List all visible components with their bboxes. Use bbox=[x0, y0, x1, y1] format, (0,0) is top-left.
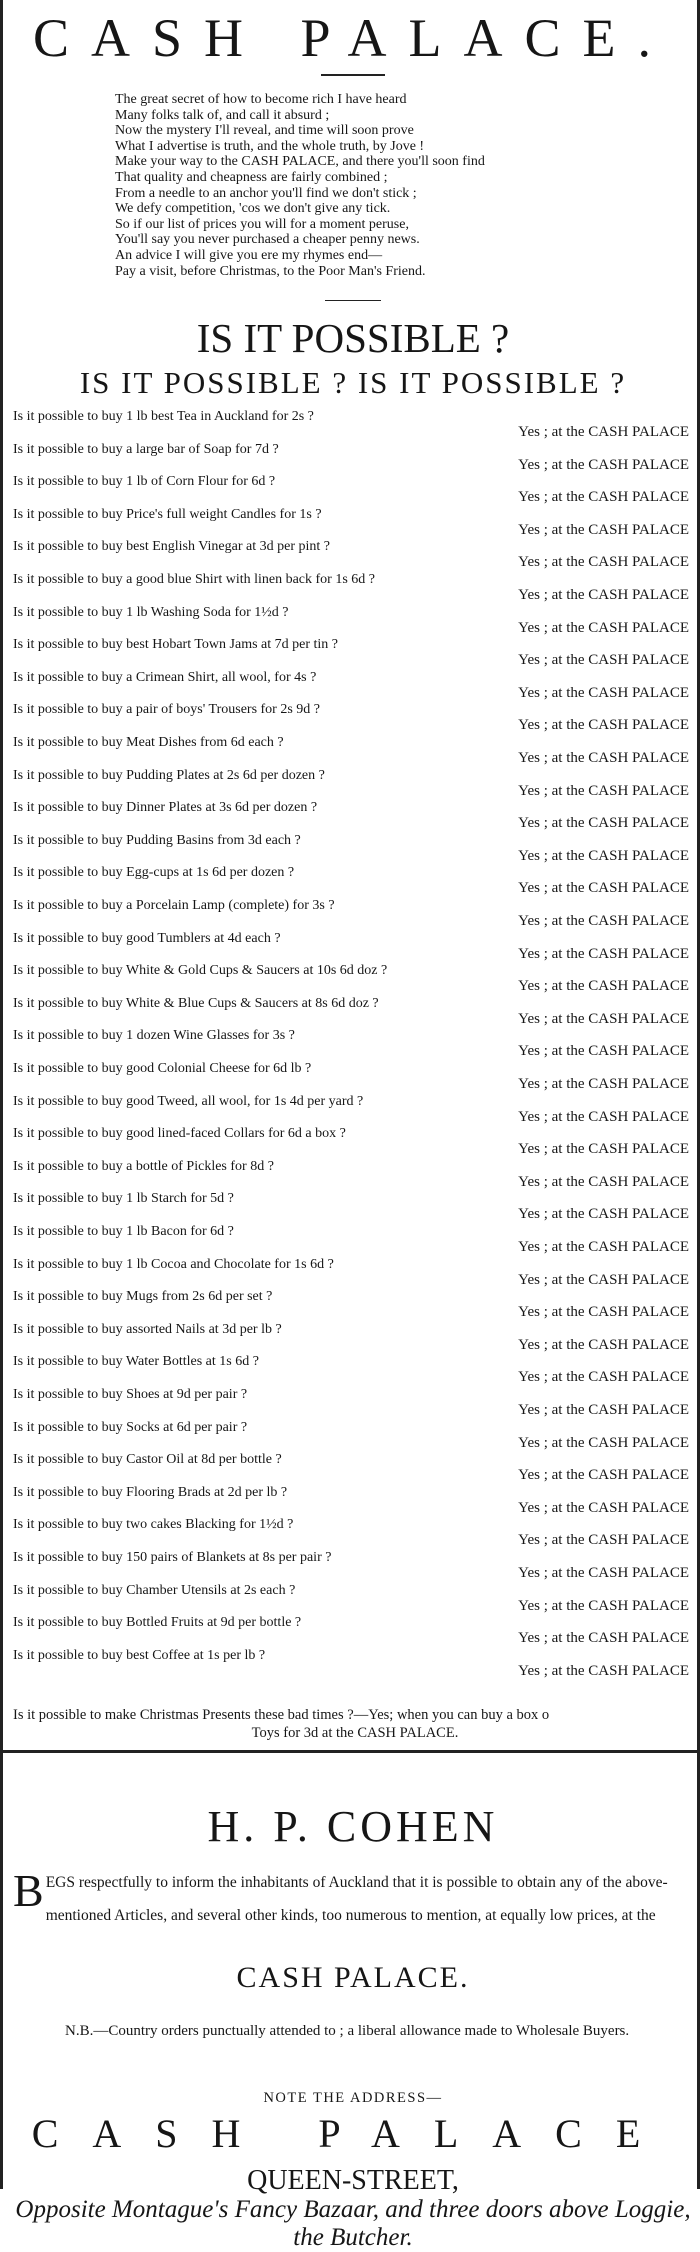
answer: Yes ; at the CASH PALACE bbox=[518, 1043, 689, 1060]
question: Is it possible to buy best Hobart Town Jams at 7d per tin ? bbox=[13, 637, 339, 653]
question: Is it possible to buy a pair of boys' Trousers for 2s 9d ? bbox=[13, 702, 321, 718]
question: Is it possible to buy Castor Oil at 8d per bottle ? bbox=[13, 1452, 282, 1468]
question: Is it possible to buy 1 lb of Corn Flour for 6d ? bbox=[13, 474, 276, 490]
answer: Yes ; at the CASH PALACE bbox=[518, 880, 689, 897]
divider bbox=[325, 300, 381, 301]
closing-question bbox=[13, 1706, 697, 1742]
answer: Yes ; at the CASH PALACE bbox=[518, 1206, 689, 1223]
poem-line: So if our list of prices you will for a moment peruse, bbox=[115, 216, 409, 232]
drop-cap: B bbox=[13, 1865, 44, 1916]
question: Is it possible to buy a large bar of Soap for 7d ? bbox=[13, 441, 279, 457]
answer: Yes ; at the CASH PALACE bbox=[518, 1108, 689, 1125]
address-directions: Opposite Montague's Fancy Bazaar, and three doors above Loggie, the Butcher. bbox=[15, 2196, 691, 2251]
question: Is it possible to buy a good blue Shirt with linen back for 1s 6d ? bbox=[13, 572, 376, 587]
heading-is-it-possible: IS IT POSSIBLE ? bbox=[196, 315, 510, 361]
answer: Yes ; at the CASH PALACE bbox=[518, 489, 689, 506]
question: Is it possible to buy 1 lb Cocoa and Chocolate for 1s 6d ? bbox=[13, 1256, 334, 1272]
question: Is it possible to buy Shoes at 9d per pair ? bbox=[13, 1387, 248, 1402]
answer: Yes ; at the CASH PALACE bbox=[518, 1369, 689, 1386]
question: Is it possible to buy good Colonial Cheese for 6d lb ? bbox=[13, 1061, 312, 1076]
answer: Yes ; at the CASH PALACE bbox=[518, 1499, 689, 1516]
answer: Yes ; at the CASH PALACE bbox=[518, 1662, 689, 1679]
answer: Yes ; at the CASH PALACE bbox=[518, 1434, 689, 1451]
closing-question-line: Is it possible to make Christmas Presents these bad times ?—Yes; when you can buy a box o bbox=[13, 1707, 550, 1723]
question: Is it possible to buy a Crimean Shirt, all wool, for 4s ? bbox=[13, 669, 317, 685]
announcement-text: EGS respectfully to inform the inhabitants of Auckland that it is possible to obtain any of the above-mentioned Articles, and several other kinds, too numerous to mention, at equally low prices, at the bbox=[45, 1874, 668, 1924]
answer: Yes ; at the CASH PALACE bbox=[518, 1304, 689, 1321]
poem-line: That quality and cheapness are fairly combined ; bbox=[115, 169, 388, 185]
answer: Yes ; at the CASH PALACE bbox=[518, 1467, 689, 1484]
answer: Yes ; at the CASH PALACE bbox=[518, 978, 689, 995]
page-title: CASH PALACE. bbox=[32, 8, 674, 68]
closing-question-line: Toys for 3d at the CASH PALACE. bbox=[251, 1725, 459, 1741]
answer: Yes ; at the CASH PALACE bbox=[518, 619, 689, 636]
question: Is it possible to buy best Coffee at 1s per lb ? bbox=[13, 1647, 266, 1663]
question: Is it possible to buy Pudding Basins from 3d each ? bbox=[13, 832, 301, 848]
poem-line: From a needle to an anchor you'll find we don't stick ; bbox=[115, 185, 417, 201]
divider bbox=[321, 74, 385, 76]
answer: Yes ; at the CASH PALACE bbox=[518, 847, 689, 864]
answer: Yes ; at the CASH PALACE bbox=[518, 945, 689, 962]
question: Is it possible to buy best English Vinegar at 3d per pint ? bbox=[13, 539, 330, 555]
answer: Yes ; at the CASH PALACE bbox=[518, 652, 689, 669]
announcement bbox=[13, 1866, 697, 1932]
answer: Yes ; at the CASH PALACE bbox=[518, 456, 689, 473]
question: Is it possible to buy 1 lb best Tea in Auckland for 2s ? bbox=[13, 409, 314, 424]
answer: Yes ; at the CASH PALACE bbox=[518, 521, 689, 538]
answer: Yes ; at the CASH PALACE bbox=[518, 1630, 689, 1647]
poem-line: Many folks talk of, and call it absurd ; bbox=[115, 107, 330, 123]
question: Is it possible to buy 1 lb Washing Soda for 1½d ? bbox=[13, 604, 289, 620]
question: Is it possible to buy 150 pairs of Blankets at 8s per pair ? bbox=[13, 1550, 332, 1565]
answer: Yes ; at the CASH PALACE bbox=[518, 1010, 689, 1027]
address-store-name: CASH PALACE bbox=[31, 2111, 675, 2156]
poem-line: Pay a visit, before Christmas, to the Poor Man's Friend. bbox=[115, 263, 426, 279]
answer: Yes ; at the CASH PALACE bbox=[518, 1597, 689, 1614]
answer: Yes ; at the CASH PALACE bbox=[518, 815, 689, 832]
answer: Yes ; at the CASH PALACE bbox=[518, 554, 689, 571]
poem-line: You'll say you never purchased a cheaper penny news. bbox=[115, 232, 420, 248]
question: Is it possible to buy assorted Nails at 3d per lb ? bbox=[13, 1321, 282, 1337]
address-note: NOTE THE ADDRESS— bbox=[263, 2090, 443, 2106]
question: Is it possible to buy Water Bottles at 1s 6d ? bbox=[13, 1354, 259, 1370]
poem-line: What I advertise is truth, and the whole truth, by Jove ! bbox=[115, 138, 425, 154]
answer: Yes ; at the CASH PALACE bbox=[518, 1239, 689, 1255]
question: Is it possible to buy a Porcelain Lamp (complete) for 3s ? bbox=[13, 898, 335, 913]
answer: Yes ; at the CASH PALACE bbox=[518, 424, 689, 440]
poem-line: The great secret of how to become rich I have heard bbox=[115, 92, 407, 107]
answer: Yes ; at the CASH PALACE bbox=[518, 717, 689, 734]
nota-bene: N.B.—Country orders punctually attended to ; a liberal allowance made to Wholesale Buyers. bbox=[65, 2023, 630, 2039]
question: Is it possible to buy Mugs from 2s 6d per set ? bbox=[13, 1289, 273, 1305]
answer: Yes ; at the CASH PALACE bbox=[518, 1271, 689, 1288]
question: Is it possible to buy 1 lb Bacon for 6d ? bbox=[13, 1224, 234, 1239]
question: Is it possible to buy Dinner Plates at 3s 6d per dozen ? bbox=[13, 800, 318, 816]
answer: Yes ; at the CASH PALACE bbox=[518, 1336, 689, 1353]
answer: Yes ; at the CASH PALACE bbox=[518, 684, 689, 701]
question: Is it possible to buy 1 dozen Wine Glasses for 3s ? bbox=[13, 1028, 295, 1044]
section-divider bbox=[3, 1750, 700, 1753]
answer: Yes ; at the CASH PALACE bbox=[518, 1141, 689, 1158]
poem-line: Make your way to the CASH PALACE, and there you'll soon find bbox=[115, 154, 485, 170]
answer: Yes ; at the CASH PALACE bbox=[518, 750, 689, 766]
question: Is it possible to buy 1 lb Starch for 5d ? bbox=[13, 1191, 234, 1207]
question: Is it possible to buy White & Blue Cups & Saucers at 8s 6d doz ? bbox=[13, 995, 379, 1011]
question: Is it possible to buy Flooring Brads at 2d per lb ? bbox=[13, 1484, 288, 1500]
answer: Yes ; at the CASH PALACE bbox=[518, 1565, 689, 1581]
question: Is it possible to buy good lined-faced Collars for 6d a box ? bbox=[13, 1126, 346, 1142]
answer: Yes ; at the CASH PALACE bbox=[518, 1173, 689, 1190]
question: Is it possible to buy Bottled Fruits at 9d per bottle ? bbox=[13, 1615, 302, 1631]
answer: Yes ; at the CASH PALACE bbox=[518, 1402, 689, 1418]
poem-line: Now the mystery I'll reveal, and time will soon prove bbox=[115, 123, 414, 139]
question: Is it possible to buy good Tumblers at 4d each ? bbox=[13, 930, 281, 946]
answer: Yes ; at the CASH PALACE bbox=[518, 913, 689, 929]
answer: Yes ; at the CASH PALACE bbox=[518, 782, 689, 799]
question: Is it possible to buy Egg-cups at 1s 6d per dozen ? bbox=[13, 865, 295, 881]
question: Is it possible to buy a bottle of Pickles for 8d ? bbox=[13, 1158, 274, 1174]
subheading-is-it-possible: IS IT POSSIBLE ? IS IT POSSIBLE ? bbox=[79, 365, 627, 400]
answer: Yes ; at the CASH PALACE bbox=[518, 587, 689, 603]
question: Is it possible to buy Pudding Plates at 2s 6d per dozen ? bbox=[13, 767, 325, 783]
question: Is it possible to buy Meat Dishes from 6d each ? bbox=[13, 735, 284, 750]
store-name: CASH PALACE. bbox=[236, 1961, 470, 1994]
question: Is it possible to buy two cakes Blacking for 1½d ? bbox=[13, 1517, 294, 1533]
poem-line: We defy competition, 'cos we don't give any tick. bbox=[115, 201, 391, 217]
merchant-name: H. P. COHEN bbox=[207, 1802, 499, 1851]
question: Is it possible to buy Price's full weight Candles for 1s ? bbox=[13, 506, 322, 522]
question: Is it possible to buy Socks at 6d per pair ? bbox=[13, 1419, 248, 1435]
answer: Yes ; at the CASH PALACE bbox=[518, 1076, 689, 1092]
answer: Yes ; at the CASH PALACE bbox=[518, 1532, 689, 1549]
poem bbox=[115, 92, 695, 279]
address-street: QUEEN-STREET, bbox=[247, 2165, 459, 2196]
question: Is it possible to buy White & Gold Cups & Saucers at 10s 6d doz ? bbox=[13, 963, 388, 979]
question: Is it possible to buy Chamber Utensils at 2s each ? bbox=[13, 1582, 296, 1598]
question: Is it possible to buy good Tweed, all wool, for 1s 4d per yard ? bbox=[13, 1093, 364, 1109]
poem-line: An advice I will give you ere my rhymes end— bbox=[115, 247, 383, 263]
